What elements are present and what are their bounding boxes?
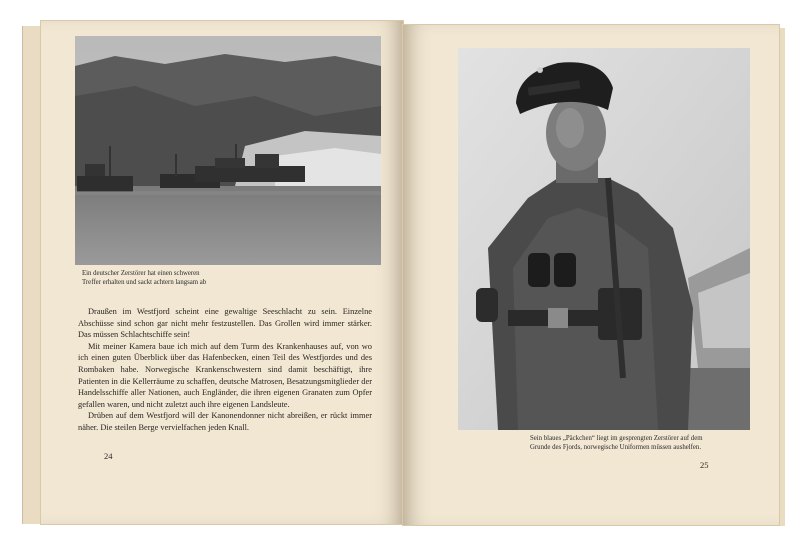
destroyer-caption bbox=[82, 269, 302, 287]
page-number-right: 25 bbox=[700, 460, 709, 470]
sailor-photo bbox=[458, 48, 750, 430]
caption-line: Treffer erhalten und sackt achtern langsam ab bbox=[82, 279, 207, 286]
caption-line: Grunde des Fjords, norwegische Uniformen müssen aushelfen. bbox=[530, 444, 702, 451]
page-number-left: 24 bbox=[104, 451, 113, 461]
sailor-caption bbox=[530, 434, 740, 452]
body-text bbox=[78, 306, 372, 434]
caption-line: Sein blaues „Päckchen“ liegt im gesprengten Zerstörer auf dem bbox=[530, 435, 703, 442]
sailor-photo-image bbox=[458, 48, 750, 430]
destroyer-photo bbox=[75, 36, 381, 265]
paragraph: Drüben auf dem Westfjord will der Kanonendonner nicht abreißen, er rückt immer näher. Die steilen Berge vervielfachen jeden Knall. bbox=[78, 411, 372, 432]
paragraph: Draußen im Westfjord scheint eine gewaltige Seeschlacht zu sein. Einzelne Abschüsse sind schon gar nicht mehr festzustellen. Das Grollen wird immer stärker. Das müssen Schlachtschiffe sein! bbox=[78, 307, 372, 340]
paragraph: Mit meiner Kamera baue ich mich auf dem Turm des Krankenhauses auf, von wo ich einen guten Überblick über das Hafenbecken, einen Teil des Westfjordes und des Rombaken habe. Norwegische Krankenschwestern sind damit beschäftigt, ihre Patienten in die Kellerräume zu schaffen, deutsche Matrosen, Besatzungsmitglieder der Handelsschiffe aller Nationen, auch Engländer, die ihren eigenen Granaten zum Opfer gefallen waren, und nicht zuletzt auch ihre eigenen Landsleute. bbox=[78, 341, 372, 409]
destroyer-photo-image bbox=[75, 36, 381, 265]
caption-line: Ein deutscher Zerstörer hat einen schweren bbox=[82, 270, 200, 277]
